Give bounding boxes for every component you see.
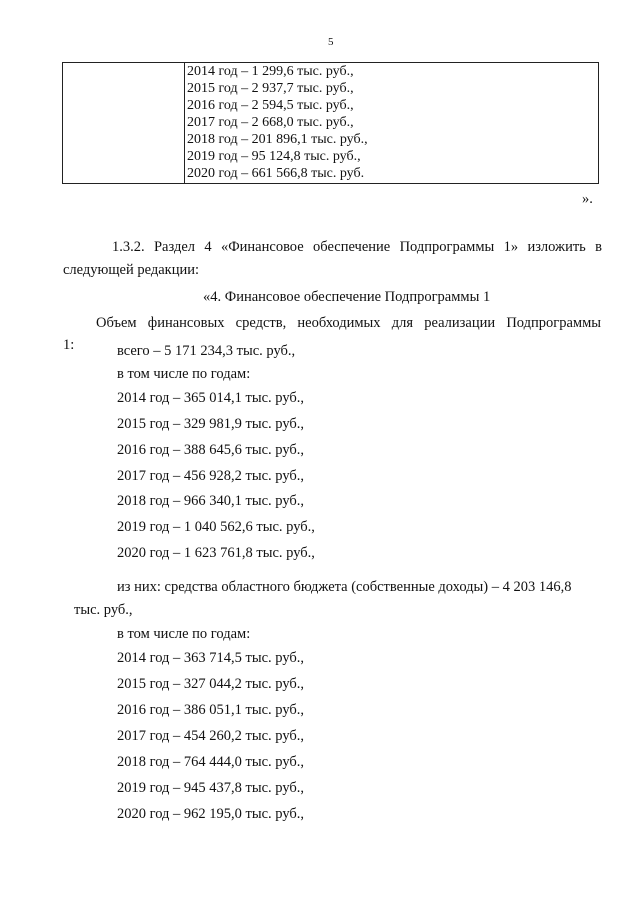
table-row: 2014 год – 1 299,6 тыс. руб., bbox=[187, 64, 354, 79]
page-number: 5 bbox=[328, 36, 334, 48]
by-years-label-2: в том числе по годам: bbox=[117, 626, 251, 642]
list-item: 2018 год – 966 340,1 тыс. руб., bbox=[117, 493, 305, 509]
list-item: 2017 год – 454 260,2 тыс. руб., bbox=[117, 728, 305, 744]
total-amount: всего – 5 171 234,3 тыс. руб., bbox=[117, 343, 296, 359]
list-item: 2016 год – 386 051,1 тыс. руб., bbox=[117, 702, 305, 718]
table-row: 2019 год – 95 124,8 тыс. руб., bbox=[187, 149, 361, 164]
regional-line-1: из них: средства областного бюджета (собственные доходы) – 4 203 146,8 bbox=[117, 579, 572, 595]
table-column-divider bbox=[184, 63, 185, 183]
by-years-label: в том числе по годам: bbox=[117, 366, 251, 382]
list-item: 2016 год – 388 645,6 тыс. руб., bbox=[117, 442, 305, 458]
section-change-line-2: следующей редакции: bbox=[63, 262, 200, 278]
table-row: 2018 год – 201 896,1 тыс. руб., bbox=[187, 132, 368, 147]
regional-line-2: тыс. руб., bbox=[74, 602, 133, 618]
table-row: 2016 год – 2 594,5 тыс. руб., bbox=[187, 98, 354, 113]
list-item: 2020 год – 1 623 761,8 тыс. руб., bbox=[117, 545, 315, 561]
list-item: 2017 год – 456 928,2 тыс. руб., bbox=[117, 468, 305, 484]
section-heading: «4. Финансовое обеспечение Подпрограммы 1 bbox=[203, 289, 491, 305]
funding-table bbox=[62, 62, 599, 184]
list-item: 2019 год – 945 437,8 тыс. руб., bbox=[117, 780, 305, 796]
list-item: 2018 год – 764 444,0 тыс. руб., bbox=[117, 754, 305, 770]
intro-line-2: 1: bbox=[63, 337, 75, 353]
closing-quote: ». bbox=[582, 191, 593, 207]
list-item: 2015 год – 329 981,9 тыс. руб., bbox=[117, 416, 305, 432]
list-item: 2019 год – 1 040 562,6 тыс. руб., bbox=[117, 519, 315, 535]
list-item: 2014 год – 365 014,1 тыс. руб., bbox=[117, 390, 305, 406]
section-change-line-1: 1.3.2. Раздел 4 «Финансовое обеспечение Подпрограммы 1» изложить в bbox=[112, 239, 602, 255]
list-item: 2015 год – 327 044,2 тыс. руб., bbox=[117, 676, 305, 692]
table-row: 2017 год – 2 668,0 тыс. руб., bbox=[187, 115, 354, 130]
table-row: 2020 год – 661 566,8 тыс. руб. bbox=[187, 166, 365, 181]
table-row: 2015 год – 2 937,7 тыс. руб., bbox=[187, 81, 354, 96]
intro-line-1: Объем финансовых средств, необходимых для реализации Подпрограммы bbox=[96, 315, 601, 331]
table-cell-funding-by-year bbox=[187, 63, 368, 182]
list-item: 2020 год – 962 195,0 тыс. руб., bbox=[117, 806, 305, 822]
list-item: 2014 год – 363 714,5 тыс. руб., bbox=[117, 650, 305, 666]
